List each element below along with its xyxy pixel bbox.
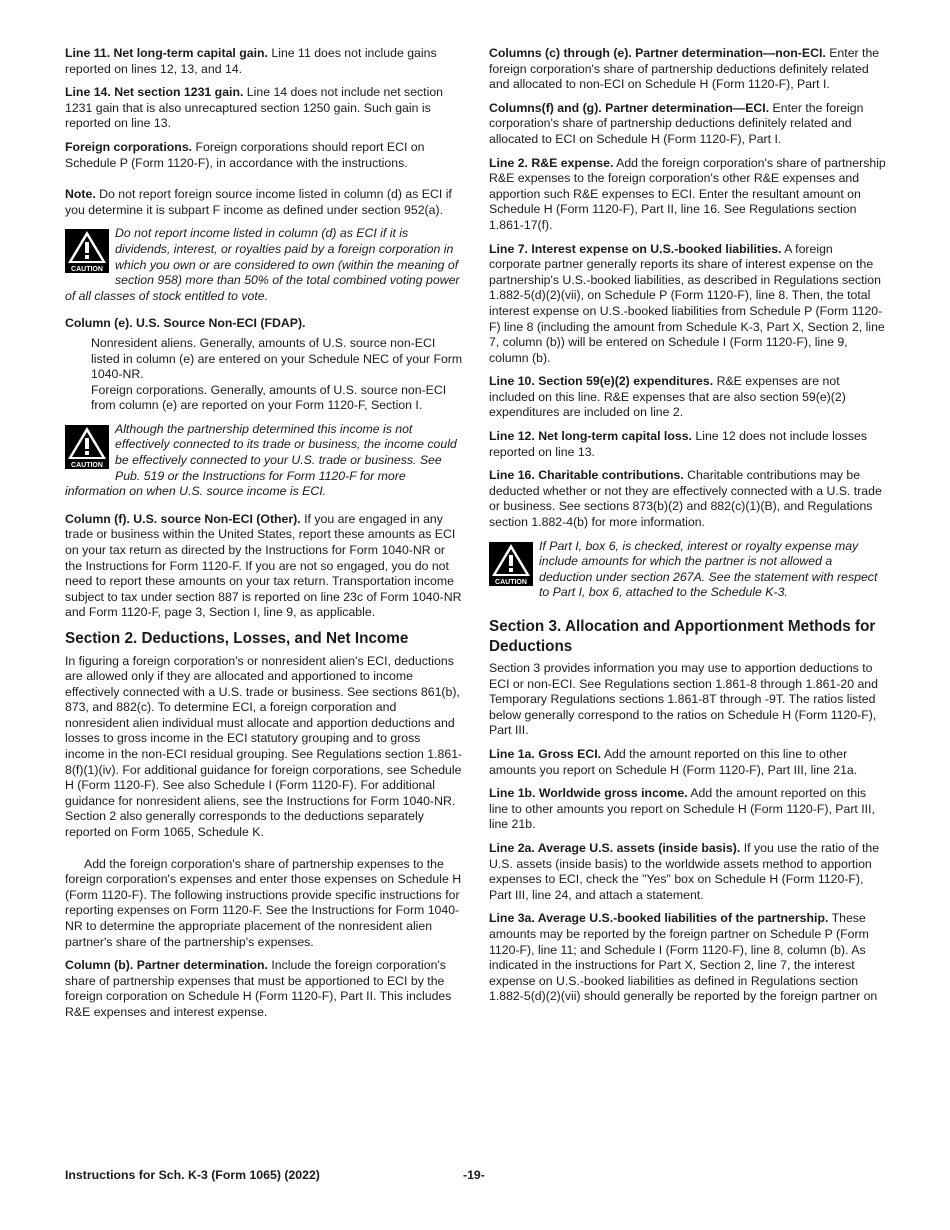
- footer-page-number: -19-: [463, 1168, 485, 1182]
- line11-heading: Line 11. Net long-term capital gain.: [65, 46, 268, 60]
- caution-label: CAUTION: [71, 266, 103, 274]
- cols-c-e-text: Enter the foreign corporation's share of partnership deductions definitely related and allocated to non-ECI on Schedule H (Form 1120-F), Part I.: [489, 46, 880, 92]
- cols-c-e-heading: Columns (c) through (e). Partner determination—non-ECI.: [489, 46, 826, 60]
- line7-text: A foreign corporate partner generally reports its share of interest expense on the partnership's U.S.-booked liabilities, as described in Regulations section 1.882-5(d)(2)(vii), on Schedule P (Form 1120-F), line 8. Then, the total interest expense on U.S.-booked liabilities from Schedule P (Form 1120-F) line 8 (including the amount from Schedule K-3, Part X, Section 2, line 7, column (b)) will be entered on Schedule I (Form 1120-F), line 9, column (b).: [489, 241, 885, 365]
- cols-c-e-paragraph: [489, 46, 887, 93]
- col-b-paragraph: [65, 958, 463, 1020]
- section2-title: Section 2. Deductions, Losses, and Net Income: [65, 630, 409, 647]
- line12-paragraph: [489, 429, 887, 460]
- line1a-text: Add the amount reported on this line to other amounts you report on Schedule H (Form 1120-F), Part III, line 21a.: [489, 746, 858, 777]
- line11-text: Line 11 does not include gains reported on lines 12, 13, and 14.: [65, 46, 437, 76]
- line2a-paragraph: [489, 841, 887, 903]
- cols-f-g-paragraph: [489, 101, 887, 148]
- line16-paragraph: [489, 468, 887, 530]
- line2-paragraph: [489, 156, 887, 234]
- caution-text-2: Although the partnership determined this income is not effectively connected to its trade or business, the income could be effectively connected to your U.S. trade or business. See Pub. 519 or the Instructions for Form 1120-F for more information on when U.S. source income is ECI.: [65, 421, 457, 499]
- note-paragraph: [65, 187, 463, 218]
- line10-heading: Line 10. Section 59(e)(2) expenditures.: [489, 374, 714, 389]
- line12-heading: Line 12. Net long-term capital loss.: [489, 429, 692, 444]
- col-b-text: Include the foreign corporation's share of partnership expenses that must be apportioned to ECI by the foreign corporation on Schedule H (Form 1120-F), Part II. This includes R&E expenses and interest expense.: [65, 958, 452, 1019]
- line11-paragraph: [65, 46, 463, 77]
- foreign-corps-heading: Foreign corporations.: [65, 139, 193, 154]
- right-column: [489, 46, 887, 1013]
- col-f-paragraph: [65, 512, 463, 621]
- section2-para1: In figuring a foreign corporation's or nonresident alien's ECI, deductions are allowed only if they are allocated and apportioned to income effectively connected with a U.S. trade or business. See sections 861(b), 873, and 882(c). To determine ECI, a foreign corporation and nonresident alien individual must allocate and apportion deductions and losses to gross income in the ECI statutory grouping and to gross income in the non-ECI residual grouping. See Regulations section 1.861-8(f)(1)(iv). For additional guidance for foreign corporations, see Schedule H (Form 1120-F). See also Schedule I (Form 1120-F). For additional guidance for nonresident aliens, see the Instructions for Form 1040-NR. Section 2 also generally corresponds to the deductions separately reported on Form 1065, Schedule K.: [65, 653, 463, 840]
- footer-doc-title: Instructions for Sch. K-3 (Form 1065) (2022): [65, 1168, 320, 1182]
- note-heading: Note.: [65, 187, 96, 202]
- line12-text: Line 12 does not include losses reported on line 13.: [489, 429, 867, 459]
- cols-f-g-heading: Columns(f) and (g). Partner determination—ECI.: [489, 100, 770, 115]
- col-f-text: If you are engaged in any trade or business within the United States, report these amounts as ECI on your tax return as directed by the Instructions for Form 1040-NR or the Instructions for Form 1120-F. If you are not so engaged, you do not need to report these amounts on your tax return. Transportation income subject to tax under section 887 is reported on line 23c of Form 1040-NR and Form 1120-F, page 3, Section I, line 9, as applicable.: [65, 511, 462, 620]
- caution-icon: [65, 229, 109, 273]
- line10-text: R&E expenses are not included on this line. R&E expenses that are also section 59(e)(2) expenditures are included on line 2.: [489, 374, 846, 420]
- left-column: [65, 46, 463, 1029]
- line2a-heading: Line 2a. Average U.S. assets (inside basis).: [489, 840, 741, 855]
- line1b-heading: Line 1b. Worldwide gross income.: [489, 786, 688, 801]
- line1a-heading: Line 1a. Gross ECI.: [489, 746, 602, 761]
- line3a-text: These amounts may be reported by the foreign partner on Schedule P (Form 1120-F), line 11; and Schedule I (Form 1120-F), line 8, column (b). As indicated in the instructions for Part X, Section 2, line 7, the interest expense on U.S.-booked liabilities as defined in Regulations section 1.882-5(d)(2)(vii) should generally be reported by the foreign partner on: [489, 911, 878, 1004]
- caution-box-2: [65, 422, 463, 500]
- line14-text: Line 14 does not include net section 1231 gain that is also unrecaptured section 1250 gain. Such gain is reported on line 13.: [65, 85, 444, 131]
- line16-text: Charitable contributions may be deducted whether or not they are effectively connected with a U.S. trade or business. See sections 873(b)(2) and 882(c)(1)(B), and Regulations section 1.882-4(b) for more information.: [489, 468, 882, 530]
- line7-paragraph: [489, 242, 887, 367]
- line16-heading: Line 16. Charitable contributions.: [489, 468, 684, 483]
- line14-heading: Line 14. Net section 1231 gain.: [65, 85, 244, 100]
- line2a-text: If you use the ratio of the U.S. assets (inside basis) to the worldwide assets method to apportion expenses to ECI, check the "Yes" box on Schedule H (Form 1120-F), Part III, line 24, and attach a statement.: [489, 840, 880, 902]
- section3-title: Section 3. Allocation and Apportionment Methods for Deductions: [489, 618, 876, 655]
- caution-text-1: Do not report income listed in column (d) as ECI if it is dividends, interest, or royalties paid by a foreign corporation in which you own or are considered to own (within the meaning of section 958) more than 50% of the total combined voting power of all classes of stock entitled to vote.: [65, 226, 460, 303]
- caution-box-3: [489, 539, 887, 601]
- line10-paragraph: [489, 374, 887, 421]
- line14-paragraph: [65, 85, 463, 132]
- line1b-text: Add the amount reported on this line to other amounts you report on Schedule H (Form 1120-F), Part III, line 21b.: [489, 786, 875, 832]
- section2-para2: Add the foreign corporation's share of partnership expenses to the foreign corporation's expenses and enter those expenses on Schedule H (Form 1120-F). The following instructions provide specific instructions for reporting expenses on Form 1120-F. See the Instructions for Form 1040-NR to determine the appropriate placement of the nonresident alien partner's share of the partnership's expenses.: [65, 856, 462, 949]
- foreign-corps-text: Foreign corporations should report ECI on Schedule P (Form 1120-F), in accordance with the instructions.: [65, 139, 425, 170]
- line2-text: Add the foreign corporation's share of partnership R&E expenses to the foreign corporation's other R&E expenses and apportion such R&E expenses to ECI. Enter the resultant amount on Schedule H (Form 1120-F), Part II, line 16. See Regulations section 1.861-17(f).: [489, 155, 886, 232]
- foreign-corps-paragraph: [65, 140, 463, 171]
- col-f-heading: Column (f). U.S. source Non-ECI (Other).: [65, 511, 301, 526]
- caution-box-1: [65, 226, 463, 304]
- line1a-paragraph: [489, 747, 887, 778]
- line2-heading: Line 2. R&E expense.: [489, 155, 614, 170]
- section3-text: Section 3 provides information you may use to apportion deductions to ECI or non-ECI. See Regulations section 1.861-8 through 1.861-20 and Temporary Regulations sections 1.861-8T through -9T. The ratios listed below generally correspond to the ratios on Schedule H (Form 1120-F), Part III.: [489, 661, 878, 738]
- note-text: Do not report foreign source income listed in column (d) as ECI if you determine it is subpart F income as defined under section 952(a).: [65, 187, 452, 217]
- cols-f-g-text: Enter the foreign corporation's share of partnership deductions definitely related and allocated to ECI on Schedule H (Form 1120-F), Part I.: [489, 100, 864, 146]
- col-e-heading: Column (e). U.S. Source Non-ECI (FDAP).: [65, 316, 306, 331]
- caution-text-3: If Part I, box 6, is checked, interest or royalty expense may include amounts for which the partner is not allowed a deduction under section 267A. See the statement with respect to Part I, box 6, attached to the Schedule K-3.: [539, 538, 878, 600]
- col-e-nonresident: Nonresident aliens. Generally, amounts of U.S. source non-ECI listed in column (e) are entered on your Schedule NEC of your Form 1040-NR.: [91, 335, 463, 382]
- line3a-heading: Line 3a. Average U.S.-booked liabilities of the partnership.: [489, 911, 829, 926]
- col-e-foreign: Foreign corporations. Generally, amounts of U.S. source non-ECI from column (e) are reported on your Form 1120-F, Section I.: [91, 382, 447, 413]
- caution-label: CAUTION: [495, 578, 527, 586]
- caution-icon: [65, 425, 109, 469]
- line3a-paragraph: [489, 911, 887, 1005]
- col-b-heading: Column (b). Partner determination.: [65, 958, 268, 973]
- caution-label: CAUTION: [71, 461, 103, 469]
- line1b-paragraph: [489, 786, 887, 833]
- line7-heading: Line 7. Interest expense on U.S.-booked liabilities.: [489, 241, 782, 256]
- caution-icon: [489, 542, 533, 586]
